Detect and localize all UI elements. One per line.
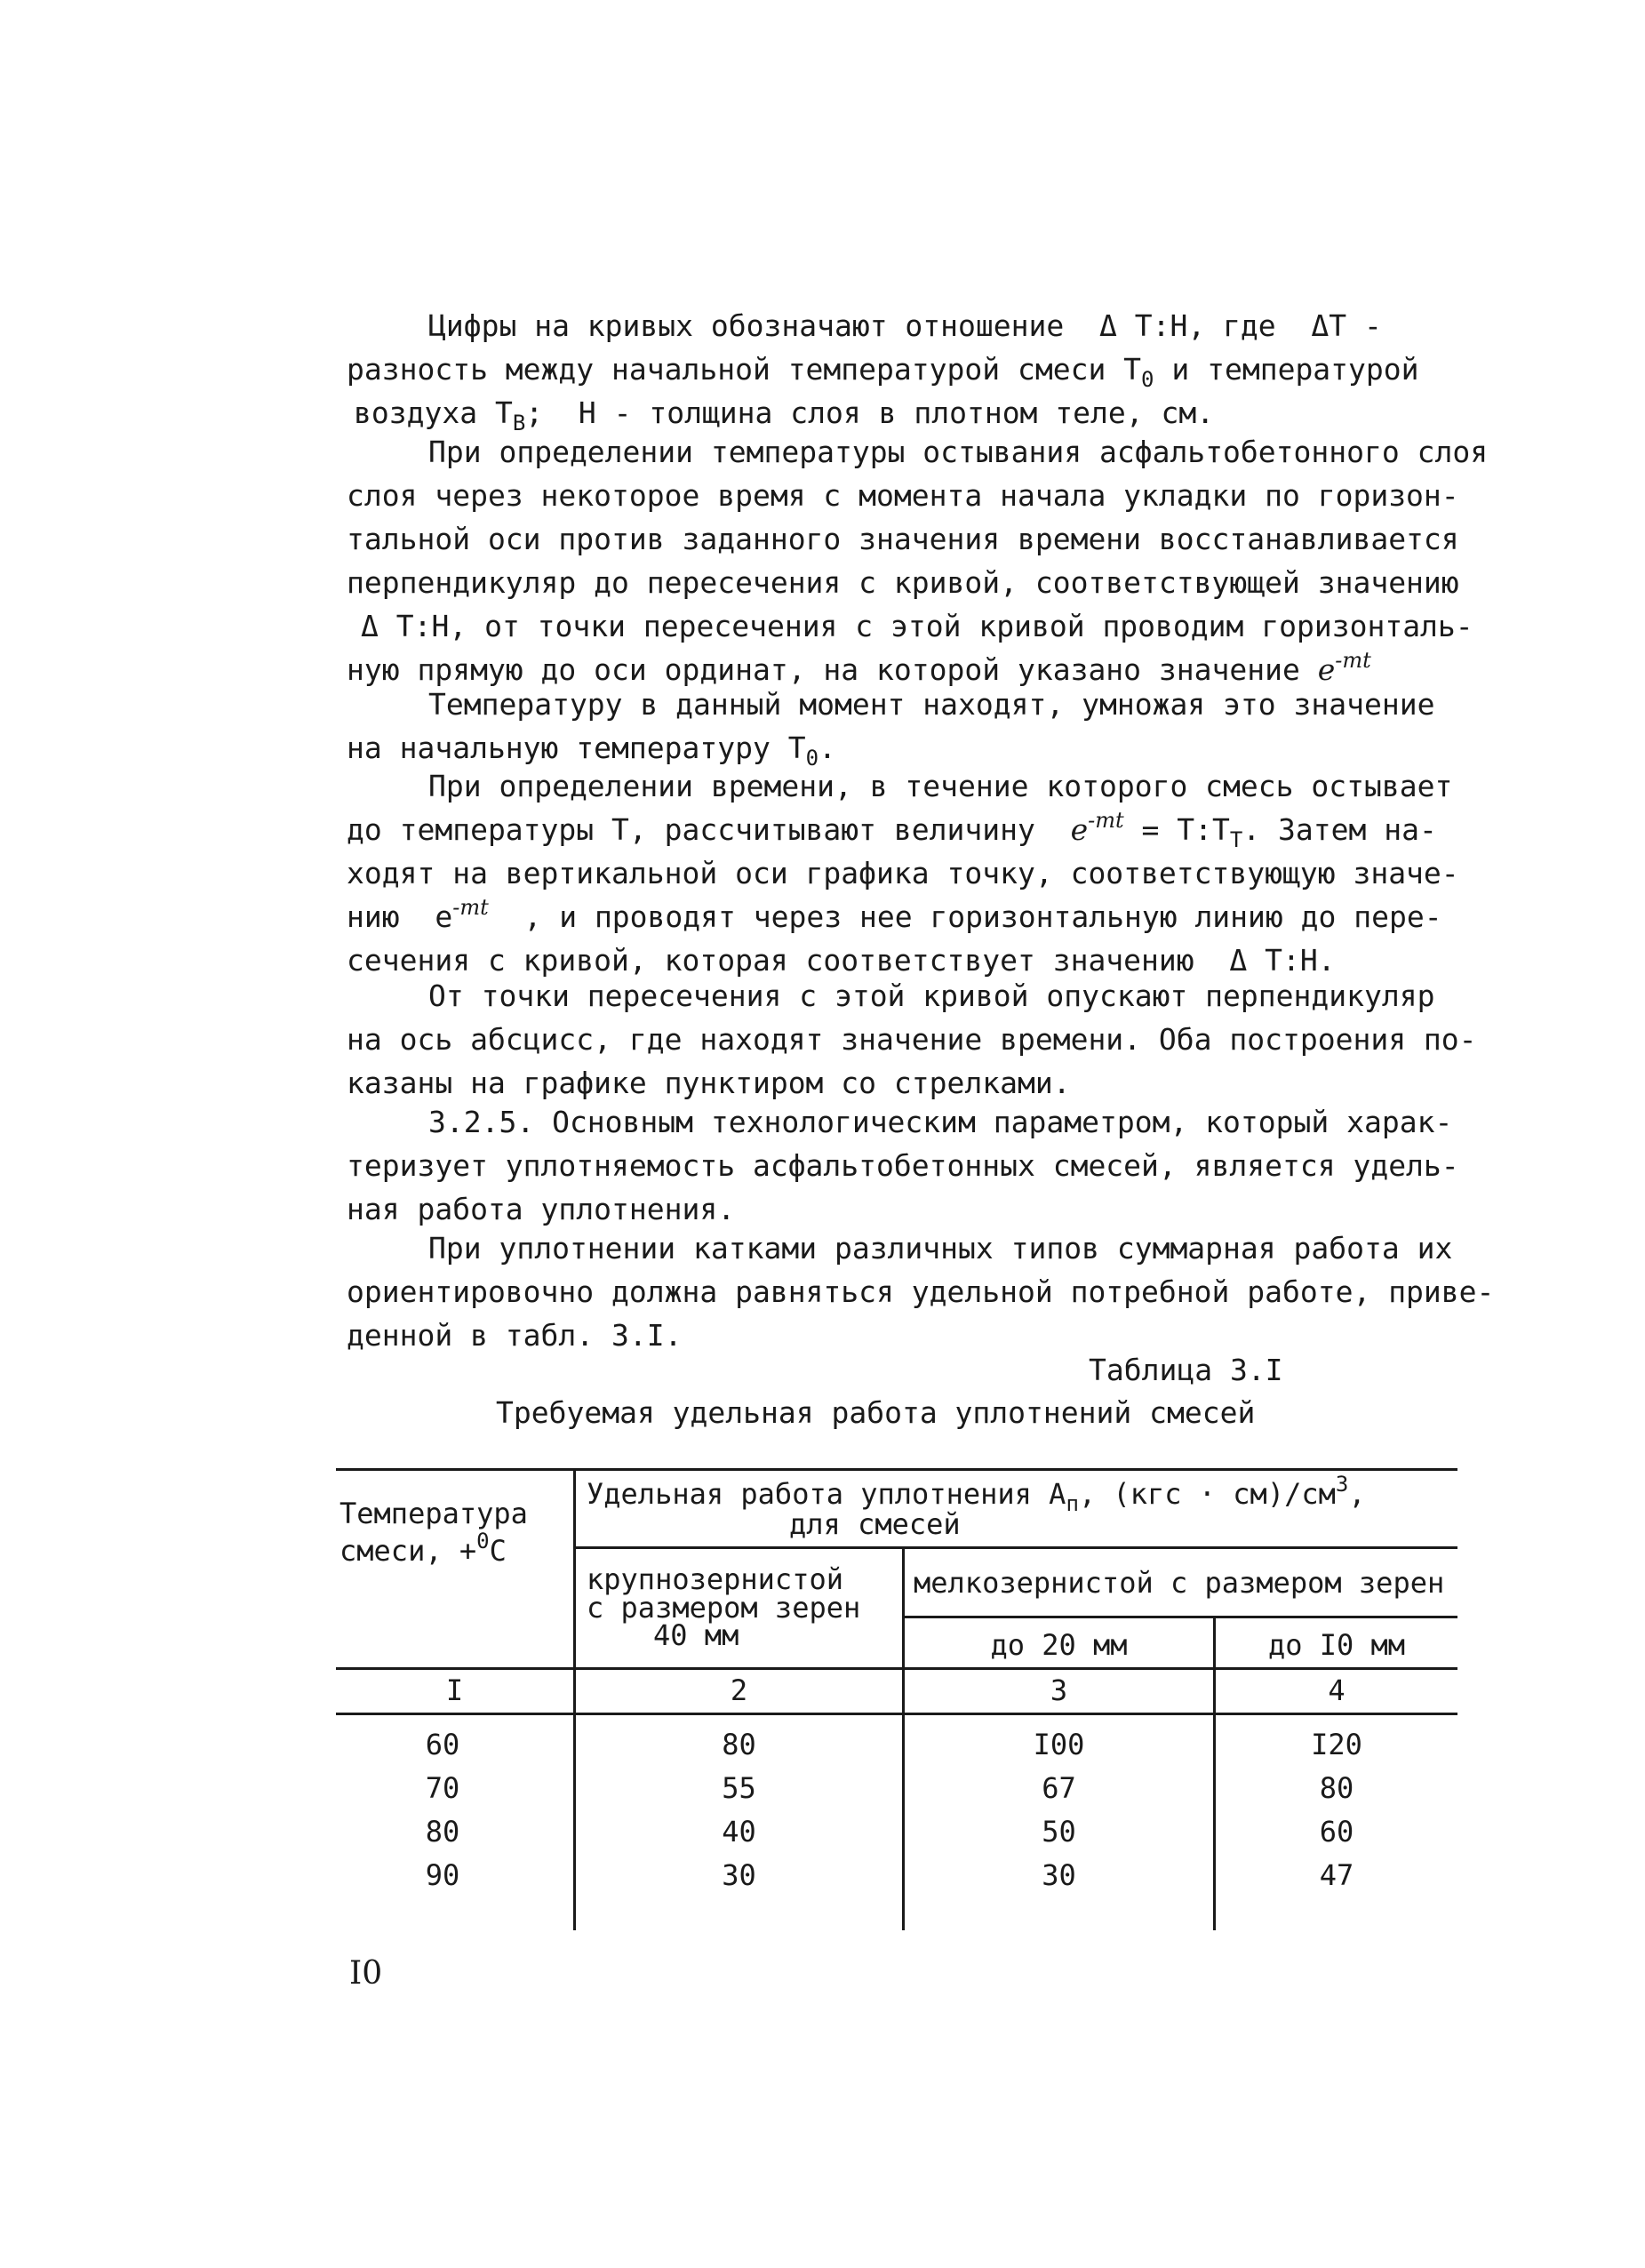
table-rule-top (336, 1468, 1457, 1471)
header-coarse: крупнозернистой (587, 1562, 843, 1596)
paragraph-1 (347, 304, 1475, 435)
text-line: сечения с кривой, которая соответствует значению Δ T:H. (347, 943, 1336, 978)
paragraph-2 (347, 430, 1489, 691)
column-number: 4 (1328, 1673, 1346, 1707)
text-line: денной в табл. 3.I. (347, 1318, 683, 1353)
column-number: I (445, 1673, 464, 1707)
text-line: От точки пересечения с этой кривой опускают перпендикуляр (428, 978, 1435, 1013)
paragraph-6 (347, 1100, 1475, 1231)
text-line: ходят на вертикальной оси графика точку, соответствующую значе- (347, 856, 1459, 890)
paragraph-7 (347, 1226, 1495, 1357)
paragraph-4 (347, 764, 1475, 982)
table-cell: 30 (1042, 1858, 1076, 1892)
column-number: 3 (1050, 1673, 1068, 1707)
header-temperature-unit: смеси, +$^0$C (339, 1529, 507, 1568)
text-line: При определении времени, в течение которого смесь остывает (428, 769, 1453, 803)
table-cell: 80 (1319, 1771, 1354, 1805)
table-cell: 80 (722, 1728, 756, 1761)
header-specific-work: Удельная работа уплотнения $A_п$, $(кгс \cdot см)/см^3$, (587, 1472, 1366, 1516)
paragraph-3 (347, 683, 1475, 770)
text-line: Δ T:H, от точки пересечения с этой кривой проводим горизонталь- (361, 609, 1473, 643)
header-mixes: для смесей (789, 1507, 961, 1541)
table-cell: 60 (425, 1728, 460, 1761)
text-line: на начальную температуру $T_0$. (347, 731, 836, 771)
text-line: воздуха $T_В$; H - толщина слоя в плотном теле, см. (354, 395, 1215, 435)
text-line: слоя через некоторое время с момента начала укладки по горизон- (347, 478, 1459, 513)
table-cell: 47 (1319, 1858, 1354, 1892)
header-fine: мелкозернистой с размером зерен (914, 1566, 1445, 1600)
text-line: на ось абсцисс, где находят значение времени. Оба построения по- (347, 1022, 1477, 1057)
text-line: разность между начальной температурой смеси $T_0$ и температурой (347, 352, 1419, 392)
text-line: ную прямую до оси ординат, на которой указано значение $e^{-mt}$ (347, 648, 1371, 687)
table-cell: I00 (1033, 1728, 1085, 1761)
table-caption: Требуемая удельная работа уплотнений смесей (496, 1395, 1256, 1430)
header-temperature: Температура (339, 1497, 528, 1530)
page-number: I0 (349, 1955, 383, 1992)
table-cell: 90 (425, 1858, 460, 1892)
text-line: ориентировочно должна равняться удельной потребной работе, приве- (347, 1274, 1495, 1309)
header-fine-10: до I0 мм (1267, 1628, 1406, 1662)
table-cell: 50 (1042, 1815, 1076, 1849)
table-rule (905, 1616, 1457, 1618)
table-cell: 80 (425, 1815, 460, 1849)
table-rule (336, 1667, 1457, 1670)
table-cell: I20 (1311, 1728, 1362, 1761)
header-coarse: с размером зерен (587, 1591, 861, 1625)
text-line: Температуру в данный момент находят, умножая это значение (428, 687, 1435, 722)
table-cell: 70 (425, 1771, 460, 1805)
table-label: Таблица 3.I (1089, 1353, 1283, 1387)
text-line: теризует уплотняемость асфальтобетонных смесей, является удель- (347, 1148, 1459, 1183)
text-line: до температуры T, рассчитывают величину $e^{-mt}$ = $T:T_Т$. Затем на- (347, 808, 1437, 852)
header-coarse: 40 мм (653, 1618, 739, 1652)
text-line: тальной оси против заданного значения времени восстанавливается (347, 522, 1459, 556)
text-line: При уплотнении катками различных типов суммарная работа их (428, 1231, 1453, 1266)
column-number: 2 (730, 1673, 748, 1707)
table-cell: 40 (722, 1815, 756, 1849)
table-cell: 67 (1042, 1771, 1076, 1805)
table-rule (576, 1546, 1457, 1549)
paragraph-5 (347, 974, 1475, 1105)
text-line: При определении температуры остывания асфальтобетонного слоя (428, 435, 1489, 469)
text-line: казаны на графике пунктиром со стрелками. (347, 1066, 1071, 1100)
table-cell: 60 (1319, 1815, 1354, 1849)
table-rule (336, 1713, 1457, 1715)
text-line: ная работа уплотнения. (347, 1192, 736, 1226)
text-line: Цифры на кривых обозначают отношение Δ T:H, где ΔT - (428, 308, 1382, 343)
header-fine-20: до 20 мм (990, 1628, 1128, 1662)
text-line: 3.2.5. Основным технологическим параметром, который харак- (428, 1105, 1453, 1139)
table-cell: 30 (722, 1858, 756, 1892)
table-cell: 55 (722, 1771, 756, 1805)
text-line: перпендикуляр до пересечения с кривой, соответствующей значению (347, 565, 1459, 600)
text-line: нию $e^{-mt}$ , и проводят через нее горизонтальную линию до пере- (347, 895, 1442, 934)
